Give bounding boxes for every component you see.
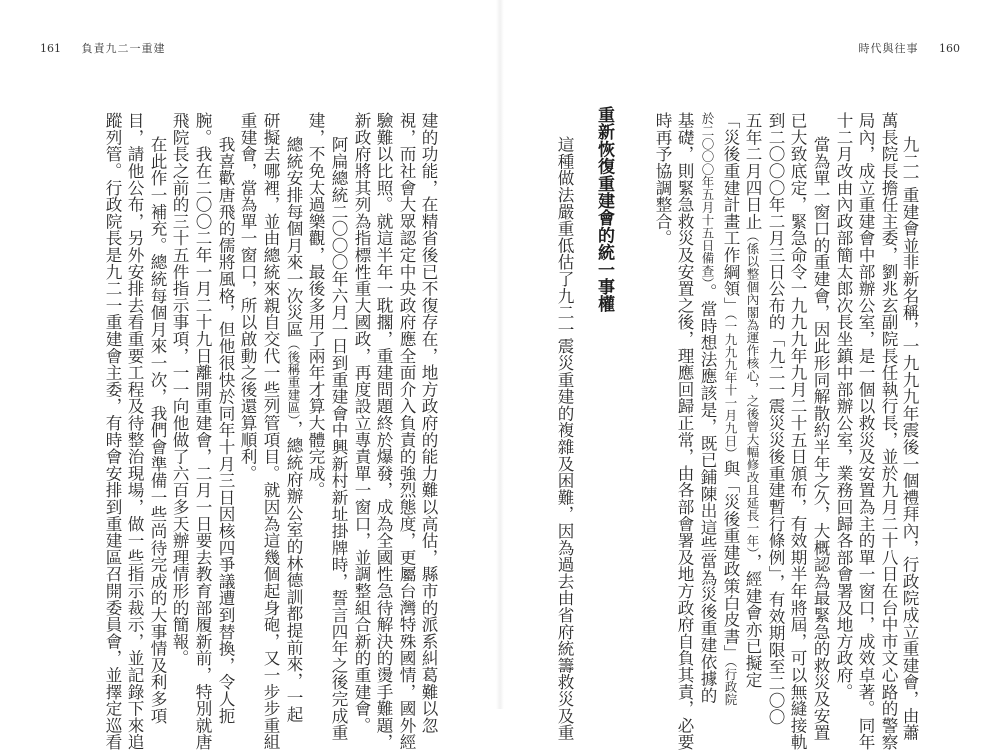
- column-text: 我喜歡唐飛的儒將風格，但他很快於同年十月三日因核四爭議遭到替換，令人扼: [216, 136, 235, 724]
- text-column: [854, 112, 876, 750]
- text-column: [350, 112, 372, 734]
- inline-note: （一九九九年十一月九日）: [723, 313, 738, 460]
- column-text: 已大致底定，緊急命令一九九九年九月二十五日頒布，有效期半年將屆，可以無縫接軌: [788, 112, 807, 750]
- column-text: 局內，成立重建會中部辦公室，是一個以救災及安置為主的單一窗口，成效卓著。同年: [856, 112, 875, 750]
- column-text: ，經建會亦已擬定: [743, 553, 762, 688]
- text-column: [101, 112, 123, 750]
- text-column: [146, 136, 168, 724]
- text-column: [764, 112, 786, 725]
- text-column: [417, 112, 439, 734]
- column-text: 到二〇〇〇年二月三日公布的「九二一震災災後重建暫行條例」，有效期限至二〇〇: [766, 112, 785, 726]
- column-text: 九二一重建會並非新名稱，一九九九年震後一個禮拜內，行政院成立重建會，由蕭: [900, 136, 919, 741]
- column-text: 總統安排每個月來一次災區: [284, 136, 303, 338]
- section-heading: [593, 106, 615, 312]
- column-text: 腕。我在二〇〇二年一月二十九日離開重建會，二月一日要去教育部履新前，特別就唐: [193, 112, 212, 750]
- text-column: [719, 112, 741, 706]
- column-text: 重新恢復重建會的統一事權: [594, 106, 614, 313]
- text-column: [673, 112, 695, 750]
- column-text: 驗難以比照。就這半年一耽擱，重建問題終於爆發，成為全國性急待解決的燙手難題，: [374, 112, 393, 750]
- inline-note: （行政院: [723, 661, 738, 706]
- column-text: 重建會，當為單一窗口，所以啟動之後還算順利。: [238, 112, 257, 482]
- text-column: [214, 136, 236, 724]
- column-text: 建，不免太過樂觀，最後多用了兩年才算大體完成。: [306, 112, 325, 499]
- column-text: 與「災後重建政策白皮書」: [721, 459, 740, 662]
- column-text: ，總統府辦公室的林德訓都提前來，一起: [284, 420, 303, 723]
- text-column: [395, 112, 417, 750]
- column-text: 蹤列管。行政院長是九二一重建會主委，有時會安排到重建區召開委員會，並擇定巡看: [103, 112, 122, 750]
- column-text: 阿扁總統二〇〇〇年六月一日到重建會中興新村新址掛牌時，誓言四年之後完成重: [329, 136, 348, 741]
- text-column: [372, 112, 394, 750]
- text-column: [877, 112, 899, 750]
- text-column: [327, 136, 349, 741]
- text-column: [282, 136, 304, 723]
- text-column: [259, 112, 281, 750]
- column-text: 。當時想法應該是，既已鋪陳出這些當為災後重建依據的: [698, 283, 717, 704]
- column-text: 十二月改由內政部簡太郎次長坐鎮中部辦公室，業務回歸各部會署及地方政府。: [834, 112, 853, 700]
- text-column: [191, 112, 213, 750]
- column-text: 目，請他公布，另外安排去看重要工程及待整治現場，做一些指示裁示，並記錄下來追: [125, 112, 144, 750]
- left-running-title: 負責九二一重建: [81, 42, 166, 55]
- column-text: 在此作一補充。總統每個月來一次，我們會準備一些尚待完成的大事情及利多項: [148, 136, 167, 724]
- inline-note: 於二〇〇〇年五月十五日備查）: [700, 112, 715, 284]
- text-column: [168, 112, 190, 666]
- column-text: 建的功能，在精省後已不復存在，地方政府的能力難以高估，縣市的派系糾葛難以忽: [419, 112, 438, 734]
- column-text: 當為單一窗口的重建會，因此形同解散約半年之久，大概認為最緊急的救災及安置: [811, 136, 830, 741]
- text-column: [696, 112, 718, 704]
- column-text: 時再予協調整合。: [653, 112, 672, 247]
- column-text: 飛院長之前的三十五件指示事項，一一向他做了六百多天辦理情形的簡報。: [170, 112, 189, 667]
- text-column: [898, 136, 920, 741]
- column-text: 萬長院長擔任主委，劉兆玄副院長任執行長，並於九月二十八日在台中市文心路的警察: [879, 112, 898, 750]
- inline-note: （係以整個內閣為運作核心，之後曾大幅修改且延長一年）: [745, 229, 760, 554]
- column-text: 研擬去哪裡，並由總統來親自交代一些列管項目。就因為這幾個起身砲，又一步步重組: [261, 112, 280, 750]
- inline-note: （後稱重建區）: [286, 337, 301, 421]
- right-running-header: [859, 40, 961, 56]
- right-running-title: 時代與往事: [858, 42, 919, 55]
- left-page-number: 161: [40, 42, 61, 55]
- text-column: [651, 112, 673, 246]
- text-column: [553, 136, 575, 741]
- text-column: [786, 112, 808, 750]
- text-column: [236, 112, 258, 482]
- text-column: [123, 112, 145, 750]
- column-text: 「災後重建計畫工作綱領」: [721, 112, 740, 314]
- left-running-header: [40, 40, 166, 56]
- text-column: [832, 112, 854, 700]
- column-text: 視，而社會大眾認定中央政府應全面介入負責的強烈態度，更屬台灣特殊國情，國外經: [397, 112, 416, 750]
- column-text: 這種做法嚴重低估了九二一震災重建的複雜及困難，因為過去由省府統籌救災及重: [555, 136, 574, 741]
- right-page-number: 160: [939, 42, 960, 55]
- text-column: [809, 136, 831, 741]
- column-text: 基礎，則緊急救災及安置之後，理應回歸正常，由各部會署及地方政府自負其責，必要: [675, 112, 694, 750]
- text-column: [304, 112, 326, 498]
- column-text: 五年二月四日止: [743, 112, 762, 230]
- column-text: 新政府將其列為指標性重大國政，再度設立專責單一窗口，並調整組合新的重建會。: [352, 112, 371, 734]
- text-column: [741, 112, 763, 688]
